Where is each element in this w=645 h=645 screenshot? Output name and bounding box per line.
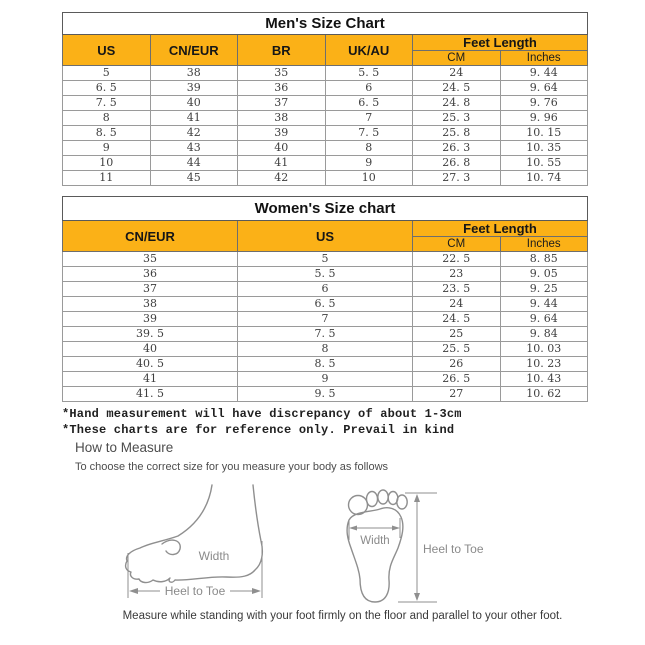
col-header-cm: CM [413,51,501,66]
table-cell: 40 [63,342,238,357]
table-row [63,312,588,327]
table-cell: 9. 76 [500,96,588,111]
measure-caption: Measure while standing with your foot firmly on the floor and parallel to your other foot. [122,610,563,622]
table-cell: 10. 35 [500,141,588,156]
mens-table-body [63,66,588,186]
table-cell: 24. 5 [413,81,501,96]
table-cell: 39 [63,312,238,327]
table-cell: 6. 5 [63,81,151,96]
foot-side-view-diagram [114,481,274,605]
table-cell: 24. 5 [413,312,501,327]
table-cell: 6 [325,81,413,96]
table-cell: 6 [238,282,413,297]
table-row [63,357,588,372]
table-row [63,267,588,282]
footnote-hand-measurement: *Hand measurement will have discrepancy of about 1-3cm [62,407,462,421]
toe-2 [367,492,378,507]
table-cell: 9 [63,141,151,156]
table-cell: 43 [150,141,238,156]
table-row [63,387,588,402]
table-cell: 42 [238,171,326,186]
table-cell: 9. 84 [500,327,588,342]
table-cell: 26. 8 [413,156,501,171]
footnotes [62,406,602,438]
table-row [63,141,588,156]
table-cell: 25 [413,327,501,342]
table-row [63,126,588,141]
table-cell: 26 [413,357,501,372]
print-heel-to-toe-label: Heel to Toe [423,542,484,556]
table-cell: 9. 05 [500,267,588,282]
col-header-cneur: CN/EUR [63,221,238,252]
table-cell: 42 [150,126,238,141]
table-cell: 39 [238,126,326,141]
col-header-us: US [238,221,413,252]
table-cell: 5. 5 [238,267,413,282]
length-arrowhead-down [414,593,420,601]
col-header-cneur: CN/EUR [150,35,238,66]
table-cell: 10 [325,171,413,186]
col-header-cm: CM [413,237,501,252]
width-arrowhead-left [349,526,357,531]
toe-3 [378,490,388,504]
table-cell: 8 [63,111,151,126]
table-cell: 36 [63,267,238,282]
table-cell: 27 [413,387,501,402]
womens-size-table [62,196,588,402]
table-row [63,297,588,312]
table-cell: 10. 03 [500,342,588,357]
womens-title-row [63,197,588,221]
table-cell: 8. 5 [63,126,151,141]
table-cell: 25. 8 [413,126,501,141]
mens-header-row [63,35,588,51]
table-cell: 7. 5 [325,126,413,141]
table-cell: 38 [238,111,326,126]
toe-knuckle-curl [162,540,180,554]
table-row [63,111,588,126]
footprint-top-view-diagram [340,478,495,613]
table-cell: 39. 5 [63,327,238,342]
col-header-feet-length: Feet Length [413,35,588,51]
table-cell: 9. 64 [500,81,588,96]
toe-5 [397,495,407,509]
table-cell: 8. 5 [238,357,413,372]
length-arrowhead-up [414,494,420,502]
table-cell: 10. 43 [500,372,588,387]
table-cell: 8 [325,141,413,156]
table-cell: 44 [150,156,238,171]
table-cell: 10. 74 [500,171,588,186]
table-cell: 7. 5 [238,327,413,342]
table-row [63,96,588,111]
table-cell: 41 [63,372,238,387]
table-cell: 6. 5 [325,96,413,111]
table-cell: 23. 5 [413,282,501,297]
table-cell: 5 [238,252,413,267]
table-cell: 41. 5 [63,387,238,402]
table-cell: 7 [238,312,413,327]
table-row [63,282,588,297]
table-cell: 10 [63,156,151,171]
table-cell: 45 [150,171,238,186]
table-row [63,342,588,357]
col-header-feet-length: Feet Length [413,221,588,237]
table-cell: 38 [63,297,238,312]
table-row [63,171,588,186]
table-row [63,372,588,387]
table-cell: 24 [413,297,501,312]
table-cell: 40. 5 [63,357,238,372]
table-cell: 10. 55 [500,156,588,171]
table-cell: 9. 25 [500,282,588,297]
col-header-inches: Inches [500,51,588,66]
foot-side-outline [126,485,263,583]
side-width-label: Width [198,549,230,563]
col-header-us: US [63,35,151,66]
table-cell: 10. 15 [500,126,588,141]
table-cell: 10. 62 [500,387,588,402]
table-cell: 9. 5 [238,387,413,402]
table-cell: 37 [63,282,238,297]
how-to-measure-subheading: To choose the correct size for you measure your body as follows [75,461,389,473]
table-cell: 9 [238,372,413,387]
table-cell: 22. 5 [413,252,501,267]
table-row [63,66,588,81]
table-cell: 9 [325,156,413,171]
footprint-outline [347,508,403,602]
col-header-br: BR [238,35,326,66]
arrowhead-left [129,588,138,594]
mens-title-row [63,13,588,35]
table-cell: 24. 8 [413,96,501,111]
table-cell: 24 [413,66,501,81]
table-cell: 40 [150,96,238,111]
table-row [63,81,588,96]
table-cell: 23 [413,267,501,282]
arrowhead-right [252,588,261,594]
print-width-label: Width [360,535,390,547]
table-cell: 26. 3 [413,141,501,156]
width-arrowhead-right [392,526,400,531]
table-cell: 25. 5 [413,342,501,357]
table-cell: 8. 85 [500,252,588,267]
mens-size-table [62,12,588,186]
table-cell: 41 [150,111,238,126]
table-cell: 11 [63,171,151,186]
table-cell: 25. 3 [413,111,501,126]
table-cell: 7 [325,111,413,126]
table-cell: 39 [150,81,238,96]
table-cell: 10. 23 [500,357,588,372]
table-cell: 36 [238,81,326,96]
table-cell: 9. 64 [500,312,588,327]
table-row [63,252,588,267]
table-cell: 5. 5 [325,66,413,81]
table-cell: 40 [238,141,326,156]
table-cell: 38 [150,66,238,81]
table-cell: 27. 3 [413,171,501,186]
table-cell: 9. 44 [500,297,588,312]
table-row [63,156,588,171]
how-to-measure-heading: How to Measure [75,440,174,455]
col-header-inches: Inches [500,237,588,252]
table-row [63,327,588,342]
mens-table-title: Men's Size Chart [63,13,588,35]
footnote-reference-only: *These charts are for reference only. Prevail in kind [62,423,455,437]
table-cell: 9. 44 [500,66,588,81]
womens-table-title: Women's Size chart [63,197,588,221]
side-heel-to-toe-label: Heel to Toe [164,584,226,598]
table-cell: 26. 5 [413,372,501,387]
womens-table-body [63,252,588,402]
table-cell: 5 [63,66,151,81]
womens-header-row [63,221,588,237]
table-cell: 37 [238,96,326,111]
table-cell: 8 [238,342,413,357]
table-cell: 35 [238,66,326,81]
table-cell: 35 [63,252,238,267]
col-header-ukau: UK/AU [325,35,413,66]
table-cell: 41 [238,156,326,171]
table-cell: 7. 5 [63,96,151,111]
table-cell: 9. 96 [500,111,588,126]
table-cell: 6. 5 [238,297,413,312]
